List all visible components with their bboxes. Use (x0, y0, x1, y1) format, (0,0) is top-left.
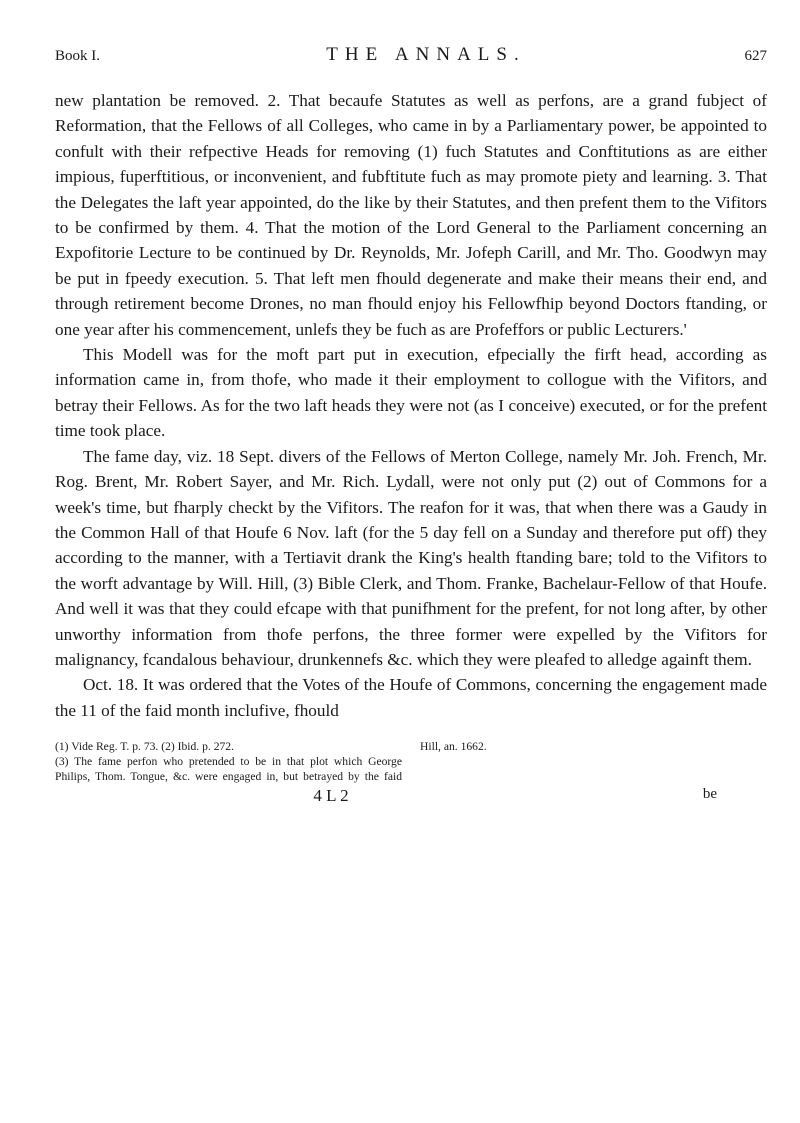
paragraph: This Modell was for the moft part put in execution, efpecially the firft head, according as information came in, from thofe, who made it their employment to collogue with the Vifitors, and betray their Fellows. As for the two laft heads they were not (as I conceive) executed, or for the prefent time took place. (55, 345, 767, 441)
book-page (55, 44, 767, 810)
footnote: (3) The fame perfon who pretended to be in that plot which George Philips, Thom. Tongue, &c. were engaged in, but betrayed by the faid Hill, an. 1662. (55, 740, 487, 784)
footnote: (1) Vide Reg. T. p. 73. (2) Ibid. p. 272. (55, 740, 234, 754)
running-title: THE ANNALS. (326, 44, 526, 65)
page-number: 627 (744, 48, 767, 64)
footnotes (55, 739, 767, 784)
page-footer (55, 786, 767, 810)
paragraph: Oct. 18. It was ordered that the Votes of the Houfe of Commons, concerning the engagement made the 11 of the faid month inclufive, fhould (55, 675, 767, 720)
paragraph: new plantation be removed. 2. That becaufe Statutes as well as perfons, are a grand fubject of Reformation, that the Fellows of all Colleges, who came in by a Parliamentary power, be appointed to confult with their refpective Heads for removing (1) fuch Statutes and Conftitutions as are either impious, fuperftitious, or inconvenient, and fubftitute fuch as may promote piety and learning. 3. That the Delegates the laft year appointed, do the like by their Statutes, and then prefent them to the Vifitors to be confirmed by them. 4. That the motion of the Lord General to the Parliament concerning an Expofitorie Lecture to be continued by Dr. Reynolds, Mr. Jofeph Carill, and Mr. Tho. Goodwyn may be put in fpeedy execution. 5. That left men fhould degenerate and make their means their end, and through retirement become Drones, no man fhould enjoy his Fellowfhip beyond Doctors ftanding, or one year after his commencement, unlefs they be fuch as are Profeffors or public Lecturers.' (55, 91, 767, 339)
catchword: be (702, 786, 717, 803)
book-label: Book I. (55, 48, 100, 64)
signature-mark: 4 L 2 (313, 786, 349, 806)
running-head (55, 44, 767, 74)
body-text (55, 88, 767, 723)
paragraph: The fame day, viz. 18 Sept. divers of the Fellows of Merton College, namely Mr. Joh. French, Mr. Rog. Brent, Mr. Robert Sayer, and Mr. Rich. Lydall, were not only put (2) out of Commons for a week's time, but fharply checkt by the Vifitors. The reafon for it was, that when there was a Gaudy in the Common Hall of that Houfe 6 Nov. laft (for the 5 day fell on a Sunday and therefore put off) they according to the manner, with a Tertiavit drank the King's health ftanding bare; told to the Vifitors to the worft advantage by Will. Hill, (3) Bible Clerk, and Thom. Franke, Bachelaur-Fellow of that Houfe. And well it was that they could efcape with that punifhment for the prefent, for not long after, by other unworthy information from thofe perfons, the three former were expelled by the Vifitors for malignancy, fcandalous behaviour, drunkennefs &c. which they were pleafed to alledge againft them. (55, 446, 767, 669)
